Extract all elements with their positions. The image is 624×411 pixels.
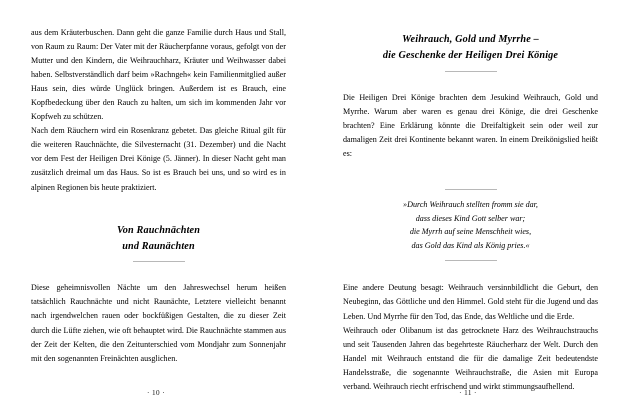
paragraph: aus dem Kräuterbuschen. Dann geht die ganze Familie durch Haus und Stall, von Raum zu Raum: Der Vater mit der Räucherpfanne voraus, gefolgt von der Mutter und den Kindern, die Weihrauchharz, Kräuter und Weihwasser dabei haben. Selbstverständlich darf beim »Rachngeh« kein Familienmitglied außer Haus sein, dies würde Unglück bringen. Außerdem ist es Brauch, eine Kopfbedeckung über den Rauch zu halten, um sich im kommenden Jahr vor Kopfweh zu schützen. <box>31 28 286 122</box>
paragraph: Diese geheimnisvollen Nächte um den Jahreswechsel herum heißen tatsächlich Rauchnächte und nicht Raunächte, Letztere vielleicht benannt nach irgendwelchen rauen oder bockfüßigen Gestalten, die zu dieser Zeit durch die Lüfte ziehen, wie oft behauptet wird. Die Rauchnächte stammen aus der Zeit der Kelten, die den Zeitunterschied vom Mondjahr zum Sonnenjahr mit den sogenannten Freinächten ausglichen. <box>31 283 286 363</box>
paragraph: Eine andere Deutung besagt: Weihrauch versinnbildlicht die Geburt, den Neubeginn, das Göttliche und den Himmel. Gold steht für die Jugend und das Leben. Und Myrrhe für den Tod, das Ende, das Weltliche und die Erde. <box>343 283 598 321</box>
verse-line-1: »Durch Weihrauch stellten fromm sie dar, <box>403 200 538 210</box>
verse-line-2: dass dieses Kind Gott selber war; <box>415 213 526 223</box>
spacer <box>31 262 286 281</box>
spacer <box>31 195 286 223</box>
paragraph: Weihrauch oder Olibanum ist das getrocknete Harz des Weihrauchstrauchs und seit Tausenden Jahren das begehrteste Räucherharz der Welt. Durch den Handel mit Weihrauch entstand die für die damalige Zeit bedeutendste Handelsstraße, die sogenannte Weihrauchstraße, die Asien mit Europa verband. Weihrauch riecht erfrischend und wirkt stimmungsaufhellend. <box>343 325 598 391</box>
spacer <box>343 161 598 183</box>
section-heading-line-2: die Geschenke der Heiligen Drei Könige <box>382 50 559 62</box>
spacer <box>343 72 598 91</box>
paragraph: Nach dem Räuchern wird ein Rosenkranz gebetet. Das gleiche Ritual gilt für die weiteren Rauchnächte, die Silvesternacht (31. Dezember) und die Nacht vor dem Fest der Heiligen Drei Könige (5. Jänner). In dieser Nacht geht man zusätzlich dreimal um das Haus. So ist es Brauch bei uns, und so wird es in alpinen Regionen bis heute praktiziert. <box>31 126 286 192</box>
section-heading <box>31 223 286 256</box>
page-number: · 10 · <box>147 389 165 397</box>
section-heading-line-2: und Raunächten <box>122 240 195 252</box>
page-number: · 11 · <box>459 389 477 397</box>
section-heading-line-1: Von Rauchnächten <box>116 224 201 236</box>
verse-line-3: die Myrrh auf seine Menschheit wies, <box>409 227 532 237</box>
verse-block <box>343 198 598 252</box>
section-heading-line-1: Weihrauch, Gold und Myrrhe – <box>402 34 539 45</box>
paragraph: Die Heiligen Drei Könige brachten dem Jesukind Weihrauch, Gold und Myrrhe. Warum aber waren es genau drei Könige, die drei Geschenke brachten? Eine Erklärung könnte die Dreifaltigkeit sein oder weil zur damaligen Zeit drei Kontinente bekannt waren. In einem Dreikönigslied heißt es: <box>343 92 598 158</box>
spacer <box>343 190 598 198</box>
verse-line-4: das Gold das Kind als König pries.« <box>411 240 530 250</box>
spacer <box>343 261 598 281</box>
right-page-text-block <box>312 0 624 411</box>
section-heading <box>343 32 598 65</box>
right-page <box>312 0 624 411</box>
